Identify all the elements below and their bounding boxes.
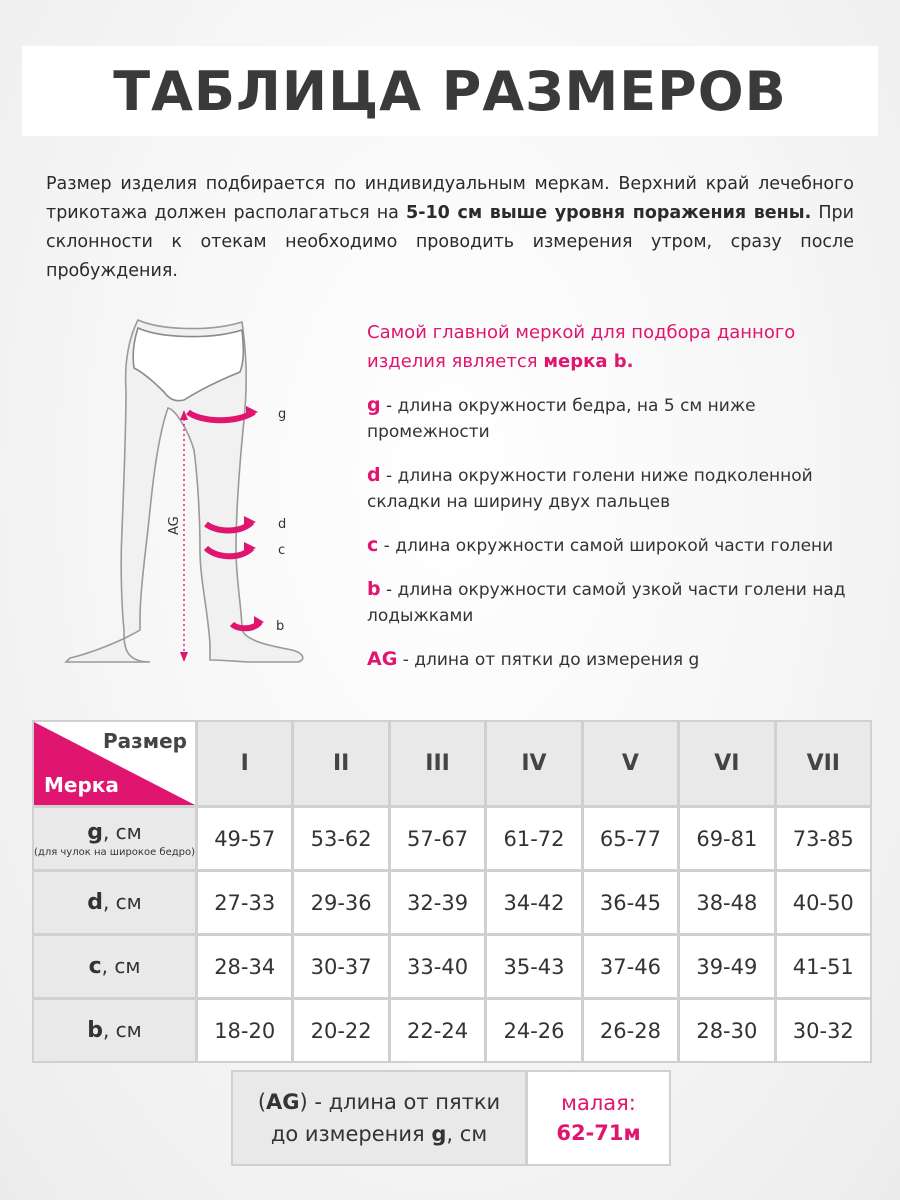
row-header-c xyxy=(34,936,195,997)
d-figure-label: d xyxy=(278,517,287,532)
ag-l1-bold: AG xyxy=(266,1090,300,1114)
row-header-d xyxy=(34,872,195,933)
row-mark: g xyxy=(87,819,103,845)
table-cell: 28-30 xyxy=(680,1000,773,1061)
legend-key: AG xyxy=(367,648,398,670)
row-header-g xyxy=(34,808,195,869)
intro-bold: 5-10 см выше уровня поражения вены. xyxy=(406,203,812,223)
size-header: V xyxy=(584,722,677,805)
ag-l2-post: , см xyxy=(446,1122,488,1146)
table-cell: 33-40 xyxy=(391,936,484,997)
legend-item-g xyxy=(367,392,867,445)
table-cell: 40-50 xyxy=(777,872,870,933)
table-cell: 65-77 xyxy=(584,808,677,869)
legend-item-c xyxy=(367,532,867,559)
main-note-text: Самой главной меркой для подбора данного изделия является xyxy=(367,322,796,372)
ag-length-box xyxy=(231,1070,671,1166)
size-header: IV xyxy=(487,722,580,805)
size-header: II xyxy=(294,722,387,805)
table-cell: 38-48 xyxy=(680,872,773,933)
table-cell: 35-43 xyxy=(487,936,580,997)
table-cell: 49-57 xyxy=(198,808,291,869)
table-cell: 37-46 xyxy=(584,936,677,997)
leg-figure xyxy=(60,310,320,680)
table-cell: 26-28 xyxy=(584,1000,677,1061)
table-cell: 29-36 xyxy=(294,872,387,933)
ag-l1-pre: ( xyxy=(257,1090,267,1114)
ag-figure-label: AG xyxy=(167,516,182,535)
table-cell: 36-45 xyxy=(584,872,677,933)
row-note: (для чулок на широкое бедро) xyxy=(34,846,196,858)
table-cell: 30-32 xyxy=(777,1000,870,1061)
legend-text: - длина от пятки до измерения g xyxy=(397,650,700,670)
page-title: ТАБЛИЦА РАЗМЕРОВ xyxy=(113,59,787,123)
ag-l2-bold: g xyxy=(431,1122,447,1146)
table-cell: 53-62 xyxy=(294,808,387,869)
leg-illustration xyxy=(60,310,320,680)
legend-text: - длина окружности самой широкой части голени xyxy=(378,536,834,556)
corner-size-label: Размер xyxy=(102,729,187,753)
table-cell: 22-24 xyxy=(391,1000,484,1061)
table-cell: 27-33 xyxy=(198,872,291,933)
intro-part2: При склонности к отекам необходимо проводить измерения утром, сразу после пробуждения. xyxy=(46,203,854,281)
table-cell: 73-85 xyxy=(777,808,870,869)
legend-key: g xyxy=(367,394,381,416)
row-mark: d xyxy=(87,890,103,915)
table-cell: 18-20 xyxy=(198,1000,291,1061)
ag-size-label: малая: xyxy=(561,1091,636,1115)
ag-l2-pre: до измерения xyxy=(270,1122,432,1146)
size-table xyxy=(32,720,872,1063)
row-unit: , см xyxy=(102,819,142,844)
c-figure-label: c xyxy=(278,543,286,558)
row-mark: b xyxy=(87,1018,103,1043)
row-unit: , см xyxy=(102,1018,142,1042)
title-band xyxy=(22,46,878,136)
table-cell: 39-49 xyxy=(680,936,773,997)
corner-mark-label: Мерка xyxy=(44,773,119,797)
table-cell: 41-51 xyxy=(777,936,870,997)
row-header-b xyxy=(34,1000,195,1061)
intro-part1: Размер изделия подбирается по индивидуальным меркам. Верхний край лечебного трикотажа должен располагаться на xyxy=(46,174,854,223)
row-unit: , см xyxy=(101,954,141,978)
table-cell: 30-37 xyxy=(294,936,387,997)
ag-l1-post: ) - длина от пятки xyxy=(299,1090,501,1114)
table-cell: 34-42 xyxy=(487,872,580,933)
size-header: I xyxy=(198,722,291,805)
legend-text: - длина окружности голени ниже подколенной складки на ширину двух пальцев xyxy=(367,466,813,512)
table-cell: 20-22 xyxy=(294,1000,387,1061)
table-cell: 32-39 xyxy=(391,872,484,933)
b-figure-label: b xyxy=(276,619,285,634)
legend-item-ag xyxy=(367,646,867,673)
ag-value xyxy=(528,1072,669,1164)
row-mark: c xyxy=(88,954,102,979)
measurement-legend xyxy=(367,318,867,690)
row-unit: , см xyxy=(102,890,142,914)
legend-key: c xyxy=(367,534,379,556)
legend-item-d xyxy=(367,462,867,515)
legend-text: - длина окружности бедра, на 5 см ниже промежности xyxy=(367,396,756,442)
size-header: III xyxy=(391,722,484,805)
legend-key: b xyxy=(367,578,381,600)
ag-description xyxy=(233,1072,525,1164)
g-figure-label: g xyxy=(278,407,287,422)
table-corner xyxy=(34,722,195,805)
table-cell: 57-67 xyxy=(391,808,484,869)
size-header: VI xyxy=(680,722,773,805)
main-note-bold: мерка b. xyxy=(543,351,634,372)
ag-size-value: 62-71м xyxy=(556,1121,641,1145)
table-cell: 28-34 xyxy=(198,936,291,997)
legend-item-b xyxy=(367,576,867,629)
main-measure-note xyxy=(367,318,867,376)
table-cell: 69-81 xyxy=(680,808,773,869)
intro-text xyxy=(46,170,854,286)
size-header: VII xyxy=(777,722,870,805)
table-cell: 61-72 xyxy=(487,808,580,869)
table-cell: 24-26 xyxy=(487,1000,580,1061)
legend-text: - длина окружности самой узкой части голени над лодыжками xyxy=(367,580,846,626)
legend-key: d xyxy=(367,464,381,486)
